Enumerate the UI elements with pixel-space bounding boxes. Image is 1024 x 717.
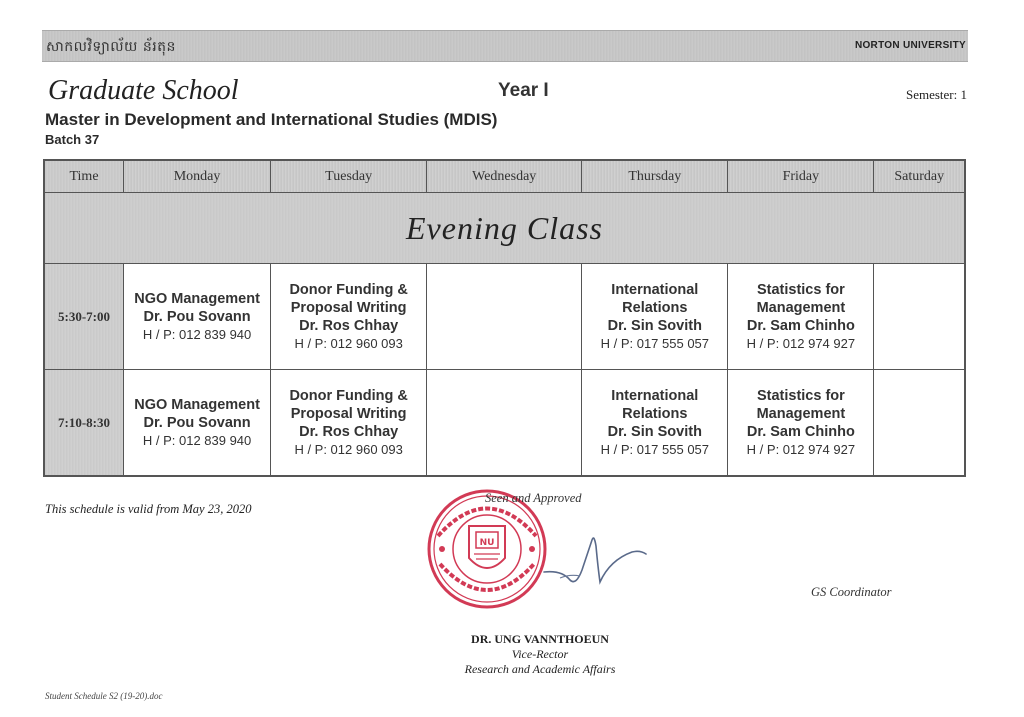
course-title: Donor Funding & Proposal Writing <box>289 388 408 422</box>
class-cell-friday <box>728 370 874 477</box>
instructor-phone: H / P: 017 555 057 <box>600 442 710 457</box>
signatory-name: DR. UNG VANNTHOEUN <box>471 632 609 646</box>
column-header-wednesday: Wednesday <box>427 160 582 193</box>
column-header-thursday: Thursday <box>582 160 728 193</box>
table-row <box>44 370 965 477</box>
khmer-university-name: សាកលវិទ្យាល័យ ន័រតុន <box>46 39 176 55</box>
table-header-row <box>44 160 965 193</box>
validity-note: This schedule is valid from May 23, 2020 <box>45 502 252 516</box>
column-header-time: Time <box>44 160 124 193</box>
instructor-phone: H / P: 012 960 093 <box>294 336 403 351</box>
university-name: NORTON UNIVERSITY <box>854 40 966 51</box>
instructor-phone: H / P: 012 839 940 <box>142 327 252 342</box>
course-title: Donor Funding & Proposal Writing <box>289 282 408 316</box>
signatory-block <box>410 632 670 677</box>
evening-class-banner: Evening Class <box>44 193 965 264</box>
instructor-name: Dr. Sam Chinho <box>746 424 855 440</box>
instructor-phone: H / P: 012 974 927 <box>746 442 856 457</box>
university-header-bar <box>42 30 968 62</box>
schedule-table <box>43 159 966 477</box>
time-slot: 5:30-7:00 <box>44 264 124 370</box>
column-header-tuesday: Tuesday <box>271 160 427 193</box>
class-cell-friday <box>728 264 874 370</box>
table-row <box>44 264 965 370</box>
program-title: Master in Development and International Studies (MDIS) <box>45 110 498 129</box>
instructor-name: Dr. Ros Chhay <box>299 318 399 334</box>
course-title: NGO Management <box>134 397 260 413</box>
year-label: Year I <box>498 80 549 101</box>
column-header-saturday: Saturday <box>874 160 965 193</box>
course-title: International Relations <box>611 388 699 422</box>
signatory-title: Vice-Rector <box>511 647 569 661</box>
class-cell-monday <box>124 264 271 370</box>
document-filename: Student Schedule S2 (19-20).doc <box>45 691 163 701</box>
gs-coordinator-label: GS Coordinator <box>811 585 892 599</box>
seen-approved-label: Seen and Approved <box>485 491 582 505</box>
instructor-phone: H / P: 017 555 057 <box>600 336 710 351</box>
instructor-phone: H / P: 012 839 940 <box>142 433 252 448</box>
course-title: NGO Management <box>134 291 260 307</box>
class-cell-wednesday-empty <box>427 370 582 477</box>
instructor-name: Dr. Sam Chinho <box>746 318 855 334</box>
class-cell-wednesday-empty <box>427 264 582 370</box>
instructor-name: Dr. Ros Chhay <box>299 424 399 440</box>
course-title: Statistics for Management <box>756 282 846 316</box>
school-title: Graduate School <box>48 75 239 106</box>
instructor-phone: H / P: 012 960 093 <box>294 442 403 457</box>
course-title: Statistics for Management <box>756 388 846 422</box>
instructor-name: Dr. Sin Sovith <box>607 424 702 440</box>
instructor-name: Dr. Pou Sovann <box>143 415 251 431</box>
batch-label: Batch 37 <box>45 132 100 147</box>
instructor-phone: H / P: 012 974 927 <box>746 336 856 351</box>
class-cell-saturday-empty <box>874 370 965 477</box>
stamp-initials: NU <box>479 538 495 548</box>
semester-label: Semester: 1 <box>905 87 967 102</box>
column-header-friday: Friday <box>728 160 874 193</box>
instructor-name: Dr. Pou Sovann <box>143 309 251 325</box>
class-cell-thursday <box>582 264 728 370</box>
instructor-name: Dr. Sin Sovith <box>607 318 702 334</box>
time-slot: 7:10-8:30 <box>44 370 124 477</box>
handwritten-signature <box>540 530 650 590</box>
column-header-monday: Monday <box>124 160 271 193</box>
class-cell-tuesday <box>271 264 427 370</box>
class-cell-tuesday <box>271 370 427 477</box>
course-title: International Relations <box>611 282 699 316</box>
banner-row <box>44 193 965 264</box>
signatory-department: Research and Academic Affairs <box>464 662 616 676</box>
class-cell-thursday <box>582 370 728 477</box>
class-cell-saturday-empty <box>874 264 965 370</box>
class-cell-monday <box>124 370 271 477</box>
